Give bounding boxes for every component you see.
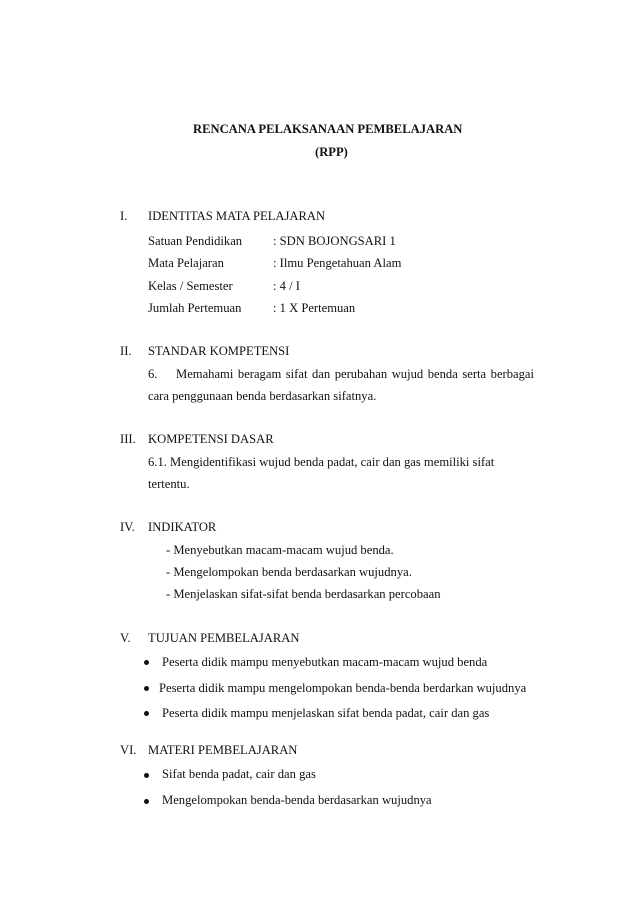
section-number-indikator: IV. (120, 520, 135, 534)
document-title: RENCANA PELAKSANAAN PEMBELAJARAN (193, 122, 463, 136)
section-number-materi: VI. (120, 743, 137, 757)
materi-item: Mengelompokan benda-benda berdasarkan wujudnya (162, 793, 432, 807)
indikator-item: - Mengelompokan benda berdasarkan wujudnya. (166, 565, 412, 579)
kompetensi-text-line1: 6.1. Mengidentifikasi wujud benda padat, cair dan gas memiliki sifat (148, 455, 495, 469)
bullet-icon (144, 711, 149, 716)
identity-label: Jumlah Pertemuan (148, 301, 242, 315)
standar-item-number: 6. (148, 367, 158, 381)
section-number-identitas: I. (120, 209, 128, 223)
document-subtitle: (RPP) (315, 145, 348, 159)
materi-item: Sifat benda padat, cair dan gas (162, 767, 316, 781)
identity-value: : SDN BOJONGSARI 1 (273, 234, 396, 248)
indikator-item: - Menjelaskan sifat-sifat benda berdasarkan percobaan (166, 587, 441, 601)
section-number-standar: II. (120, 344, 132, 358)
tujuan-item: Peserta didik mampu menyebutkan macam-macam wujud benda (162, 655, 488, 669)
identity-value: : 1 X Pertemuan (273, 301, 356, 315)
bullet-icon (144, 660, 149, 665)
bullet-icon (144, 799, 149, 804)
identity-label: Mata Pelajaran (148, 256, 224, 270)
standar-text-line1: Memahami beragam sifat dan perubahan wujud benda serta berbagai (176, 367, 534, 381)
bullet-icon (144, 686, 149, 691)
kompetensi-text-line2: tertentu. (148, 477, 190, 491)
section-heading-materi: MATERI PEMBELAJARAN (148, 743, 298, 757)
identity-value: : 4 / I (273, 279, 300, 293)
section-heading-tujuan: TUJUAN PEMBELAJARAN (148, 631, 300, 645)
section-heading-identitas: IDENTITAS MATA PELAJARAN (148, 209, 326, 223)
tujuan-item: Peserta didik mampu menjelaskan sifat benda padat, cair dan gas (162, 706, 490, 720)
section-number-kompetensi: III. (120, 432, 136, 446)
section-number-tujuan: V. (120, 631, 131, 645)
indikator-item: - Menyebutkan macam-macam wujud benda. (166, 543, 394, 557)
section-heading-indikator: INDIKATOR (148, 520, 217, 534)
identity-value: : Ilmu Pengetahuan Alam (273, 256, 402, 270)
identity-label: Kelas / Semester (148, 279, 233, 293)
standar-text-line2: cara penggunaan benda berdasarkan sifatnya. (148, 389, 377, 403)
section-heading-kompetensi: KOMPETENSI DASAR (148, 432, 274, 446)
identity-label: Satuan Pendidikan (148, 234, 243, 248)
tujuan-item: Peserta didik mampu mengelompokan benda-benda berdarkan wujudnya (159, 681, 527, 695)
section-heading-standar: STANDAR KOMPETENSI (148, 344, 290, 358)
bullet-icon (144, 773, 149, 778)
